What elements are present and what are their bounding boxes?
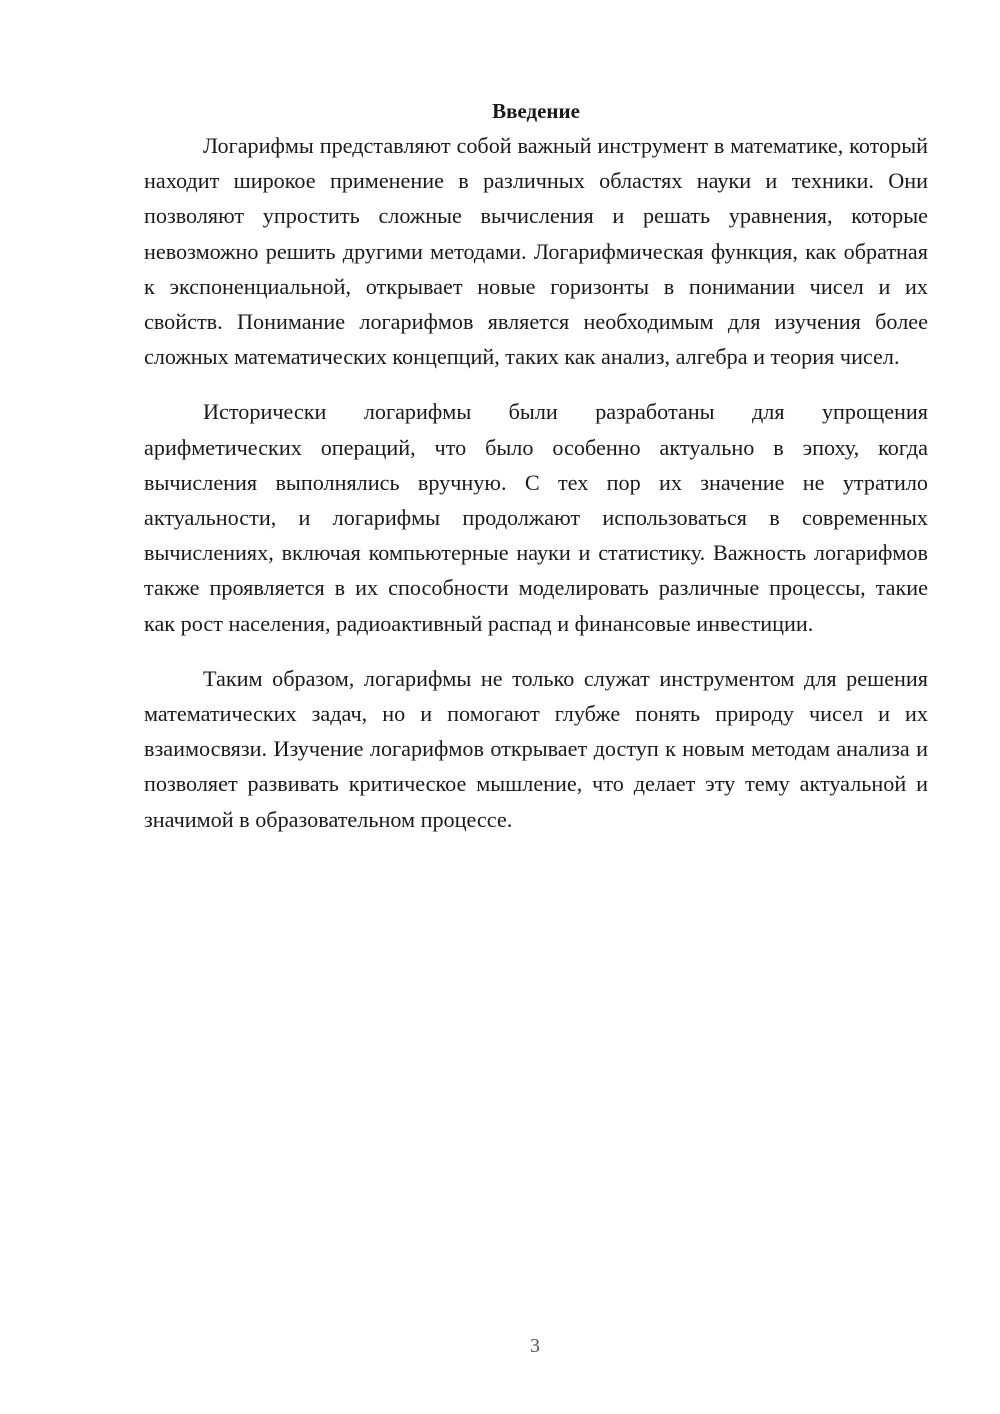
paragraph-2: Исторически логарифмы были разработаны для упрощения арифметических операций, что было особенно актуально в эпоху, когда вычисления выполнялись вручную. С тех пор их значение не утратило актуальности, и логарифмы продолжают использоваться в современных вычислениях, включая компьютерные науки и статистику. Важность логарифмов также проявляется в их способности моделировать различные процессы, такие как рост населения, радиоактивный распад и финансовые инвестиции.	[144, 399, 928, 636]
section-title: Введение	[492, 99, 580, 123]
paragraph-1: Логарифмы представляют собой важный инструмент в математике, который находит широкое применение в различных областях науки и техники. Они позволяют упростить сложные вычисления и решать уравнения, которые невозможно решить другими методами. Логарифмическая функция, как обратная к экспоненциальной, открывает новые горизонты в понимании чисел и их свойств. Понимание логарифмов является необходимым для изучения более сложных математических концепций, таких как анализ, алгебра и теория чисел.	[144, 133, 928, 370]
page-content	[144, 94, 928, 837]
page-number: 3	[530, 1335, 540, 1357]
paragraph-3: Таким образом, логарифмы не только служат инструментом для решения математических задач, но и помогают глубже понять природу чисел и их взаимосвязи. Изучение логарифмов открывает доступ к новым методам анализа и позволяет развивать критическое мышление, что делает эту тему актуальной и значимой в образовательном процессе.	[144, 665, 928, 832]
